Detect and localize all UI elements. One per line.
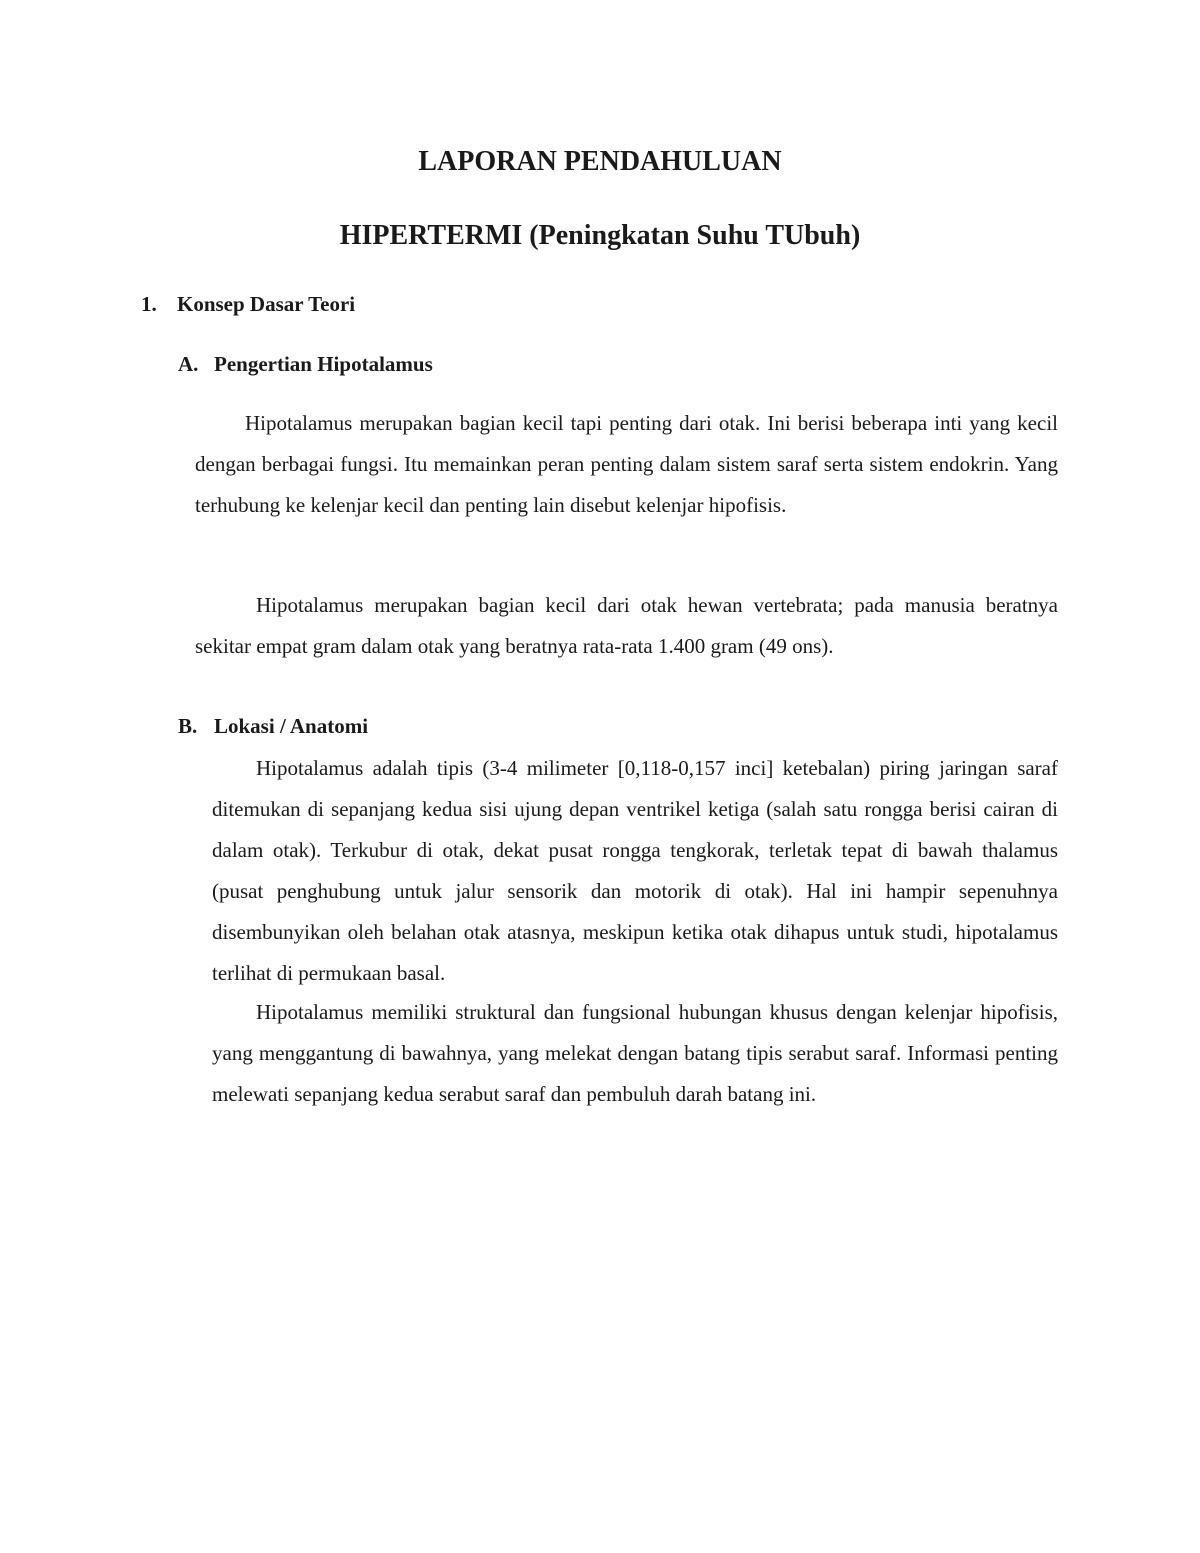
section-b-title: Lokasi / Anatomi [214,714,369,738]
document-title: LAPORAN PENDAHULUAN [418,146,782,177]
section-a-letter: A. [178,352,199,376]
document-subtitle: HIPERTERMI (Peningkatan Suhu TUbuh) [339,220,861,251]
section-b-paragraph-1: Hipotalamus adalah tipis (3-4 milimeter [0,118-0,157 inci] ketebalan) piring jaringan saraf ditemukan di sepanjang kedua sisi ujung depan ventrikel ketiga (salah satu rongga berisi cairan di dalam otak). Terkubur di otak, dekat pusat rongga tengkorak, terletak tepat di bawah thalamus (pusat penghubung untuk jalur sensorik dan motorik di otak). Hal ini hampir sepenuhnya disembunyikan oleh belahan otak atasnya, meskipun ketika otak dihapus untuk studi, hipotalamus terlihat di permukaan basal. [212,756,1058,985]
section-1-number: 1. [141,292,157,316]
section-b-heading [178,712,368,740]
section-a-title: Pengertian Hipotalamus [214,352,433,376]
section-a-paragraph-2: Hipotalamus merupakan bagian kecil dari otak hewan vertebrata; pada manusia beratnya sekitar empat gram dalam otak yang beratnya rata-rata 1.400 gram (49 ons). [195,593,1058,658]
section-a-heading [178,350,433,378]
section-1-title: Konsep Dasar Teori [177,292,356,316]
section-b-letter: B. [178,714,198,738]
section-1-heading [141,290,355,318]
section-a-paragraph-1: Hipotalamus merupakan bagian kecil tapi penting dari otak. Ini berisi beberapa inti yang kecil dengan berbagai fungsi. Itu memainkan peran penting dalam sistem saraf serta sistem endokrin. Yang terhubung ke kelenjar kecil dan penting lain disebut kelenjar hipofisis. [195,411,1058,517]
section-b-paragraph-2: Hipotalamus memiliki struktural dan fungsional hubungan khusus dengan kelenjar hipofisis, yang menggantung di bawahnya, yang melekat dengan batang tipis serabut saraf. Informasi penting melewati sepanjang kedua serabut saraf dan pembuluh darah batang ini. [212,1000,1058,1106]
